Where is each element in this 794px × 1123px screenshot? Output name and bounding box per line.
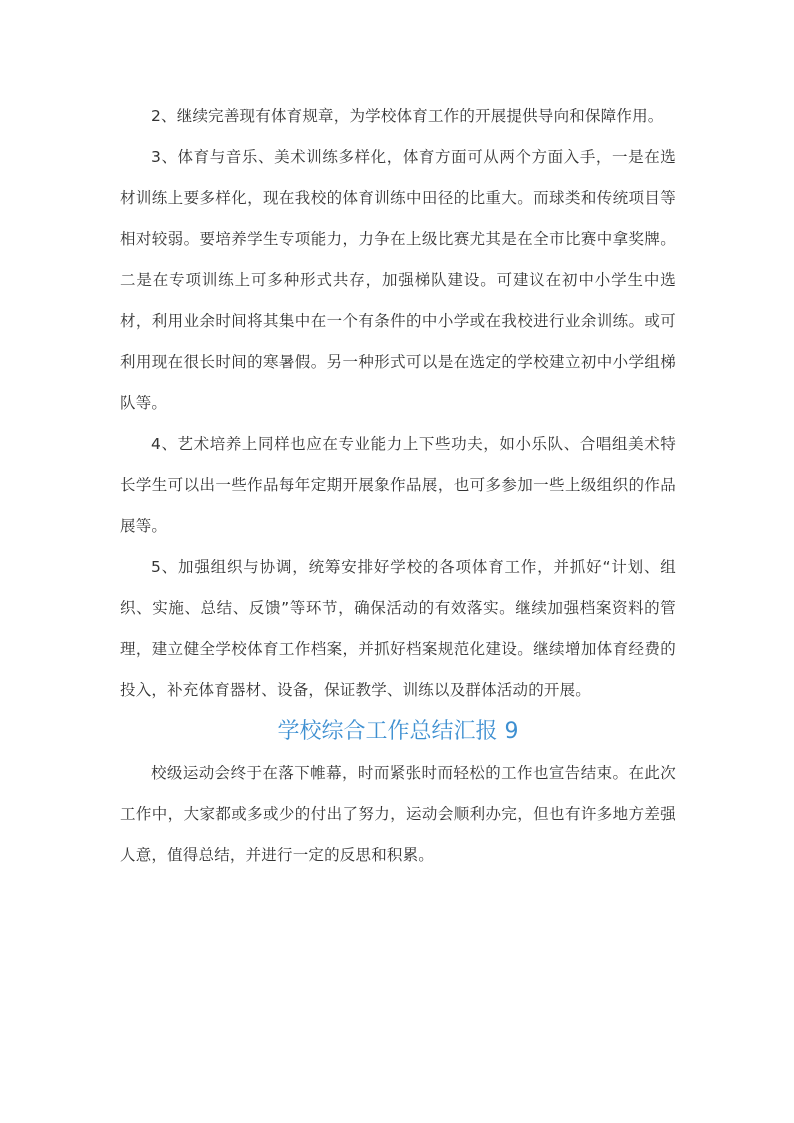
- paragraph-item-2: 2、继续完善现有体育规章，为学校体育工作的开展提供导向和保障作用。: [151, 107, 664, 125]
- document-body: [120, 96, 676, 876]
- paragraph-item-4: 4、艺术培养上同样也应在专业能力上下些功夫，如小乐队、合唱组美术特长学生可以出一些作品每年定期开展象作品展，也可多参加一些上级组织的作品展等。: [120, 435, 676, 535]
- paragraph-item-3: 3、体育与音乐、美术训练多样化，体育方面可从两个方面入手，一是在选材训练上要多样化，现在我校的体育训练中田径的比重大。而球类和传统项目等相对较弱。要培养学生专项能力，力争在上级比赛尤其是在全市比赛中拿奖牌。二是在专项训练上可多种形式共存，加强梯队建设。可建议在初中小学生中选材，利用业余时间将其集中在一个有条件的中小学或在我校进行业余训练。或可利用现在很长时间的寒暑假。另一种形式可以是在选定的学校建立初中小学组梯队等。: [120, 148, 676, 412]
- paragraph-intro: 校级运动会终于在落下帷幕，时而紧张时而轻松的工作也宣告结束。在此次工作中，大家都或多或少的付出了努力，运动会顺利办完，但也有许多地方差强人意，值得总结，并进行一定的反思和积累。: [120, 764, 676, 864]
- section-heading: 学校综合工作总结汇报 9: [277, 719, 519, 744]
- paragraph-item-5: 5、加强组织与协调，统筹安排好学校的各项体育工作，并抓好“计划、组织、实施、总结、反馈”等环节，确保活动的有效落实。继续加强档案资料的管理，建立健全学校体育工作档案，并抓好档案规范化建设。继续增加体育经费的投入，补充体育器材、设备，保证教学、训练以及群体活动的开展。: [120, 558, 676, 699]
